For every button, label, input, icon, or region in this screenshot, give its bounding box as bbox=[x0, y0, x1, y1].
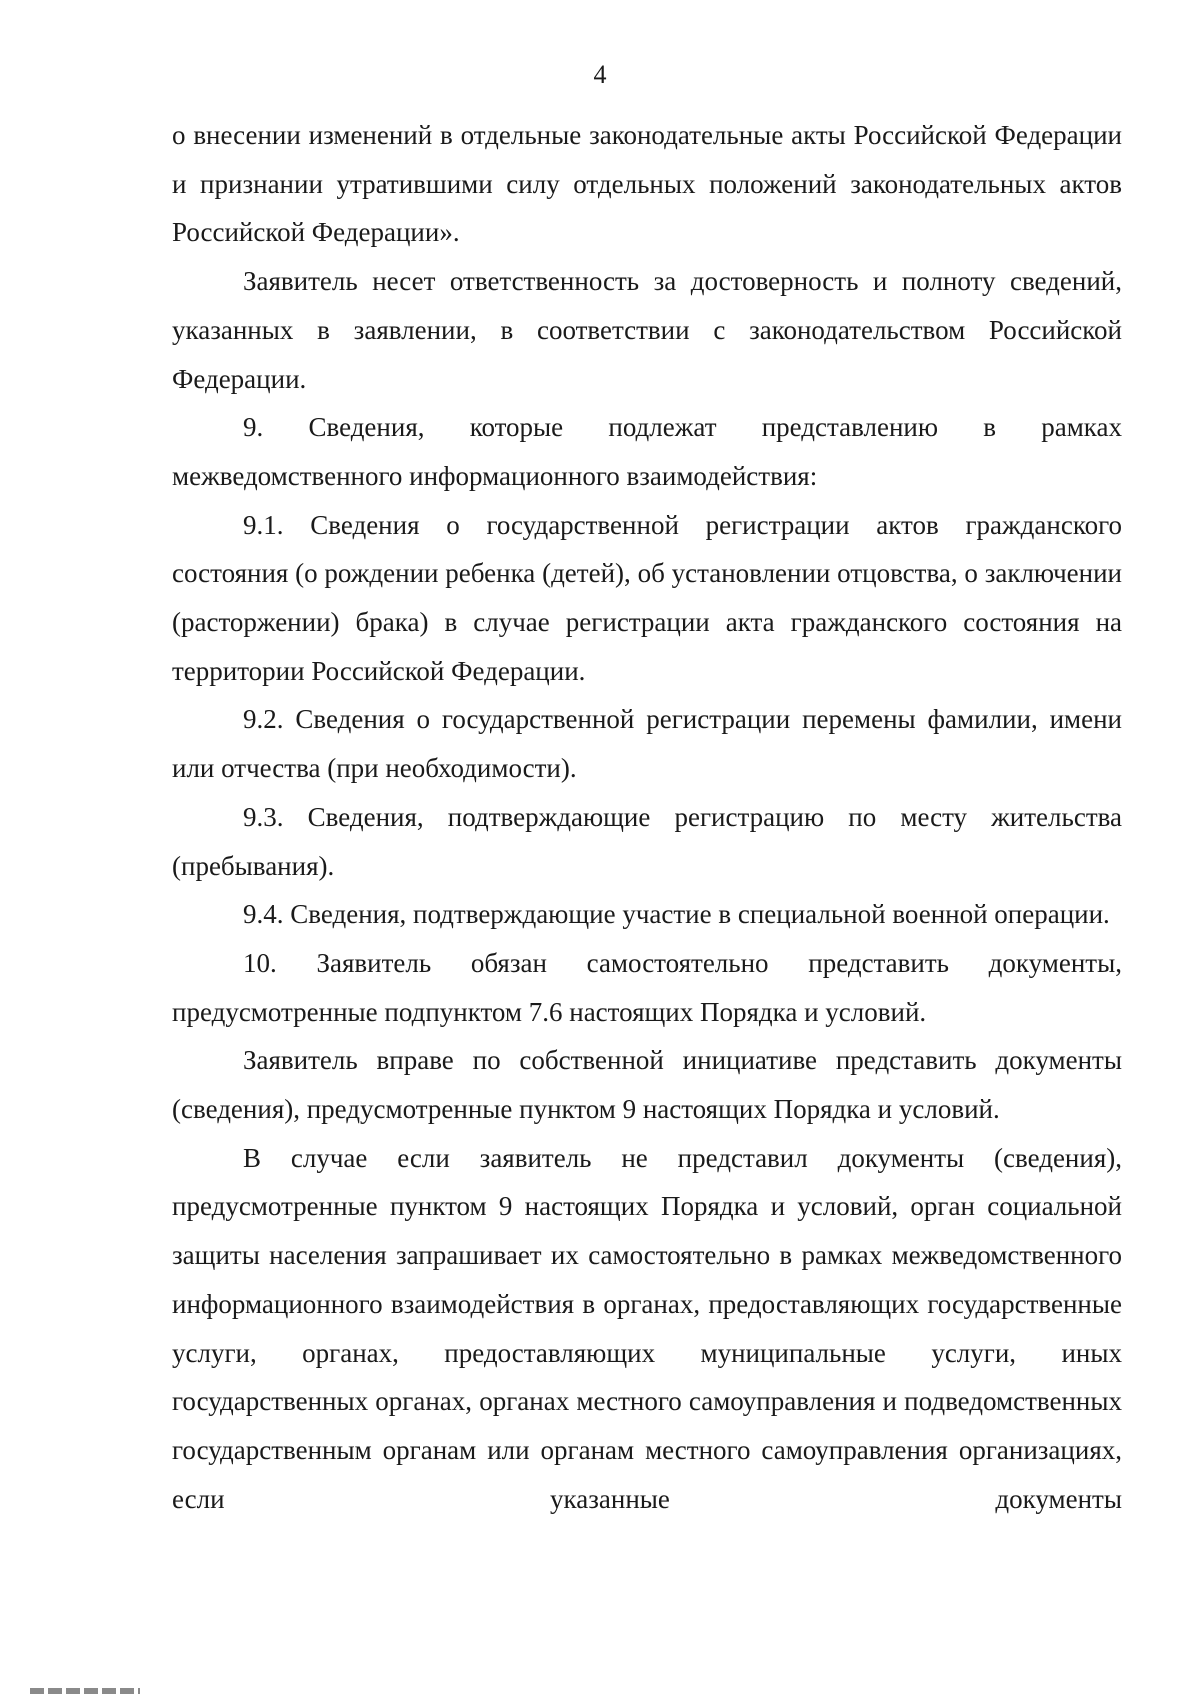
paragraph-item-9-2: 9.2. Сведения о государственной регистрации перемены фамилии, имени или отчества (при необходимости). bbox=[172, 704, 1122, 784]
paragraph-item-10: 10. Заявитель обязан самостоятельно представить документы, предусмотренные подпунктом 7.6 настоящих Порядка и условий. bbox=[172, 947, 1122, 1027]
paragraph-item-9-3: 9.3. Сведения, подтверждающие регистрацию по месту жительства (пребывания). bbox=[172, 801, 1122, 881]
paragraph-applicant-right: Заявитель вправе по собственной инициативе представить документы (сведения), предусмотренные пунктом 9 настоящих Порядка и условий. bbox=[172, 1045, 1122, 1125]
paragraph-applicant-responsibility: Заявитель несет ответственность за достоверность и полноту сведений, указанных в заявлении, в соответствии с законодательством Российской Федерации. bbox=[172, 266, 1122, 394]
document-body bbox=[172, 111, 1122, 1523]
paragraph-continuation: о внесении изменений в отдельные законодательные акты Российской Федерации и признании утратившими силу отдельных положений законодательных актов Российской Федерации». bbox=[172, 120, 1122, 248]
paragraph-if-not-submitted: В случае если заявитель не представил документы (сведения), предусмотренные пунктом 9 настоящих Порядка и условий, орган социальной защиты населения запрашивает их самостоятельно в рамках межведомственного информационного взаимодействия в органах, предоставляющих государственные услуги, органах, предоставляющих муниципальные услуги, иных государственных органах, органах местного самоуправления и подведомственных государственным органам или органам местного самоуправления организациях, если указанные документы bbox=[172, 1142, 1122, 1514]
scan-edge-artifact bbox=[30, 1688, 140, 1694]
paragraph-item-9-1: 9.1. Сведения о государственной регистрации актов гражданского состояния (о рождении ребенка (детей), об установлении отцовства, о заключении (расторжении) брака) в случае регистрации акта гражданского состояния на территории Российской Федерации. bbox=[172, 509, 1122, 686]
paragraph-item-9-4: 9.4. Сведения, подтверждающие участие в специальной военной операции. bbox=[243, 899, 1110, 930]
page-number: 4 bbox=[593, 60, 607, 89]
paragraph-item-9: 9. Сведения, которые подлежат представлению в рамках межведомственного информационного взаимодействия: bbox=[172, 412, 1122, 491]
